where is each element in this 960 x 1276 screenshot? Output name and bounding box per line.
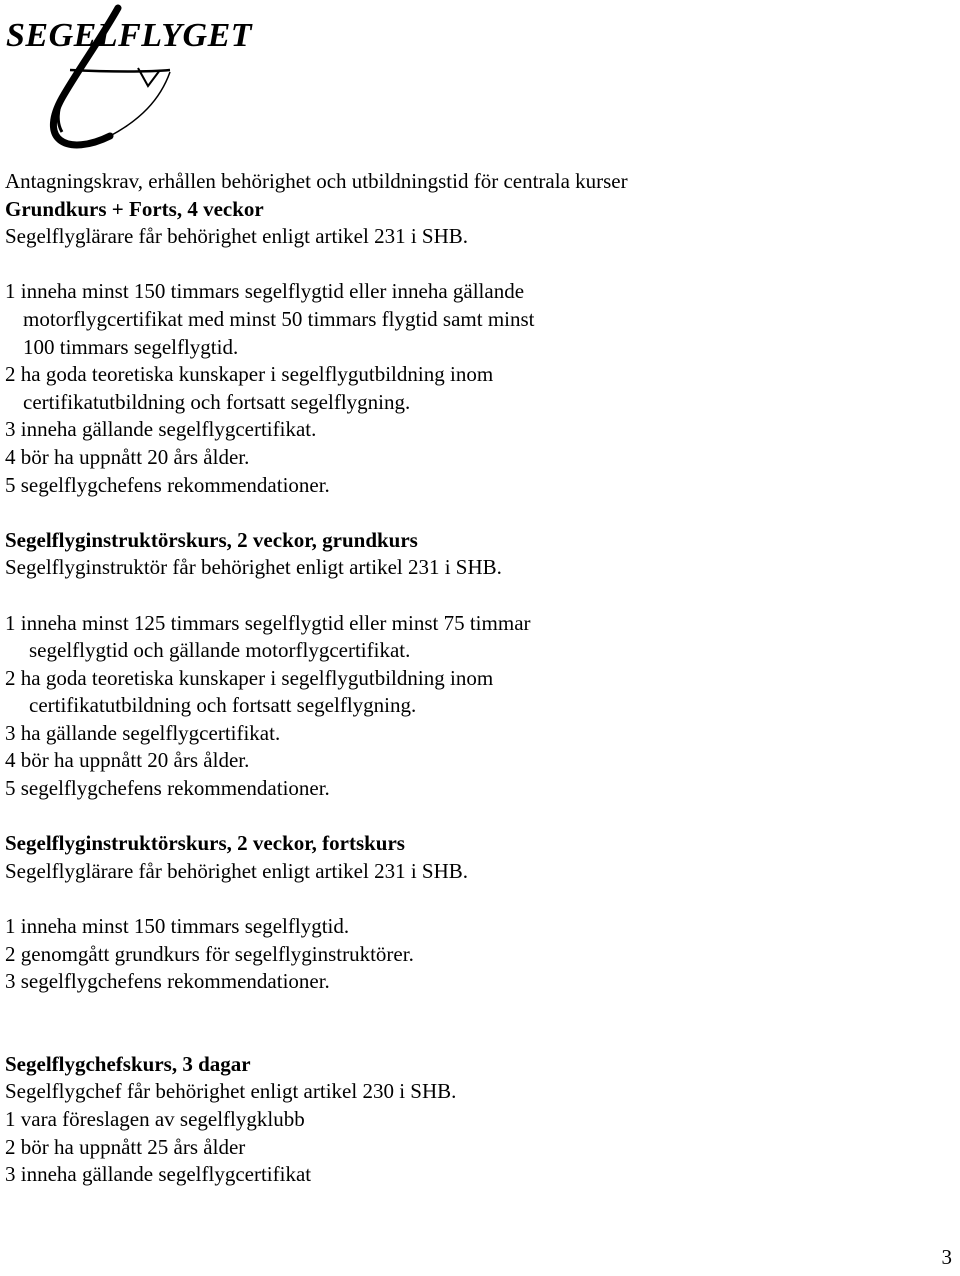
- section-heading-instruktor-grundkurs: Segelflyginstruktörskurs, 2 veckor, grundkurs: [5, 527, 418, 552]
- requirement-item: 1 inneha minst 150 timmars segelflygtid.: [5, 914, 350, 939]
- requirement-item: 4 bör ha uppnått 20 års ålder.: [5, 748, 250, 773]
- requirement-item: 1 inneha minst 150 timmars segelflygtid eller inneha gällande: [5, 279, 525, 304]
- spacer: [5, 803, 945, 831]
- spacer: [5, 499, 945, 527]
- spacer: [5, 996, 945, 1051]
- requirement-item-continuation: segelflygtid och gällande motorflygcertifikat.: [29, 638, 411, 663]
- segelflyget-logo: [0, 0, 300, 160]
- spacer: [5, 885, 945, 913]
- requirement-item-continuation: certifikatutbildning och fortsatt segelflygning.: [29, 693, 417, 718]
- authority-line: Segelflygchef får behörighet enligt artikel 230 i SHB.: [5, 1079, 457, 1104]
- intro-line: Antagningskrav, erhållen behörighet och utbildningstid för centrala kurser: [5, 169, 628, 193]
- requirement-item-continuation: motorflygcertifikat med minst 50 timmars flygtid samt minst: [23, 306, 535, 331]
- requirement-item-continuation: certifikatutbildning och fortsatt segelflygning.: [23, 389, 411, 414]
- requirement-item: 5 segelflygchefens rekommendationer.: [5, 776, 330, 801]
- requirement-item: 5 segelflygchefens rekommendationer.: [5, 472, 330, 497]
- requirement-item: 2 genomgått grundkurs för segelflyginstruktörer.: [5, 941, 414, 966]
- requirement-item: 2 bör ha uppnått 25 års ålder: [5, 1134, 246, 1159]
- spacer: [5, 251, 945, 279]
- section-heading-segelflygchefskurs: Segelflygchefskurs, 3 dagar: [5, 1051, 251, 1076]
- section-heading-grundkurs-forts: Grundkurs + Forts, 4 veckor: [5, 196, 264, 221]
- logo-text: SEGELFLYGET: [6, 17, 253, 54]
- authority-line: Segelflyginstruktör får behörighet enligt artikel 231 i SHB.: [5, 555, 502, 580]
- page-number: 3: [941, 1245, 952, 1269]
- requirement-item: 1 vara föreslagen av segelflygklubb: [5, 1107, 305, 1131]
- requirement-item: 4 bör ha uppnått 20 års ålder.: [5, 444, 250, 469]
- requirement-item: 1 inneha minst 125 timmars segelflygtid eller minst 75 timmar: [5, 610, 531, 635]
- segelflyget-logo-graphic: [0, 0, 300, 160]
- requirement-item: 3 inneha gällande segelflygcertifikat.: [5, 417, 317, 442]
- authority-line: Segelflyglärare får behörighet enligt artikel 231 i SHB.: [5, 858, 469, 883]
- requirement-item: 3 segelflygchefens rekommendationer.: [5, 969, 330, 994]
- requirement-item: 2 ha goda teoretiska kunskaper i segelflygutbildning inom: [5, 665, 494, 690]
- requirement-item: 3 ha gällande segelflygcertifikat.: [5, 720, 281, 745]
- requirement-item: 2 ha goda teoretiska kunskaper i segelflygutbildning inom: [5, 362, 494, 387]
- spacer: [5, 582, 945, 610]
- requirement-item: 3 inneha gällande segelflygcertifikat: [5, 1162, 312, 1187]
- requirement-item-continuation: 100 timmars segelflygtid.: [23, 334, 239, 359]
- document-body: [5, 168, 945, 1189]
- section-heading-instruktor-fortskurs: Segelflyginstruktörskurs, 2 veckor, fortskurs: [5, 831, 405, 856]
- authority-line: Segelflyglärare får behörighet enligt artikel 231 i SHB.: [5, 224, 469, 249]
